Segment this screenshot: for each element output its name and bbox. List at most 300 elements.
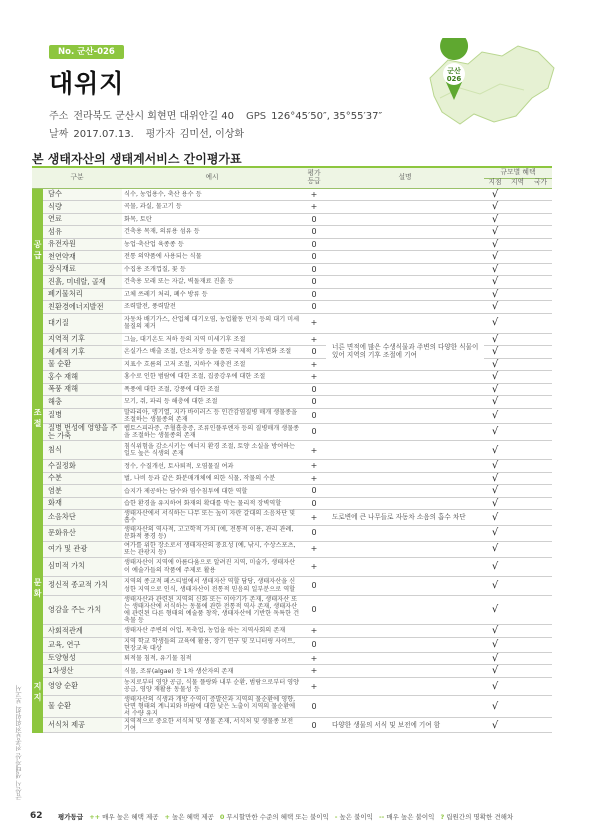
service-item: 질병 <box>43 408 122 423</box>
benefit-national-cell <box>529 383 552 396</box>
service-item: 폐기물처리 <box>43 288 122 301</box>
benefit-regional-cell <box>506 276 529 289</box>
service-item: 세계적 기후 <box>43 346 122 359</box>
table-row <box>32 408 552 423</box>
service-description <box>326 201 484 214</box>
legend-symbol: 0 <box>219 813 225 821</box>
service-example: 수집용 조개껍질, 꽃 등 <box>122 263 302 276</box>
table-body <box>32 188 552 733</box>
benefit-national-cell <box>529 460 552 473</box>
benefit-regional-cell <box>506 201 529 214</box>
table-row <box>32 201 552 214</box>
benefit-regional-cell <box>506 497 529 510</box>
benefit-regional-cell <box>506 625 529 638</box>
service-item: 사회적관계 <box>43 625 122 638</box>
grade-legend <box>58 812 519 821</box>
legend-symbol: -- <box>378 813 385 821</box>
table-row <box>32 396 552 409</box>
service-item: 물 순환 <box>43 695 122 717</box>
benefit-national-cell <box>529 358 552 371</box>
benefit-local-check: √ <box>484 346 506 359</box>
benefit-local-check: √ <box>484 637 506 652</box>
benefit-national-cell <box>529 472 552 485</box>
service-description <box>326 525 484 541</box>
service-example: 건축용 모래 또는 자갈, 벽돌재료 진흙 등 <box>122 276 302 289</box>
benefit-national-cell <box>529 313 552 333</box>
gps-value: 126°45′50″, 35°55′37″ <box>271 111 383 122</box>
benefit-national-cell <box>529 201 552 214</box>
benefit-national-cell <box>529 288 552 301</box>
header-benefit: 규모별 혜택 <box>484 168 552 178</box>
benefit-national-cell <box>529 510 552 525</box>
service-example: 지역적으로 중요한 서식처 및 생물 존재, 서식처 및 생물종 보전 기여 <box>122 718 302 733</box>
legend-text: 립원간의 명확한 견해차 <box>446 813 514 821</box>
benefit-national-cell <box>529 423 552 441</box>
service-description <box>326 251 484 264</box>
legend-text: 매우 높은 불이익 <box>386 813 435 821</box>
address-label: 주소 <box>49 111 69 122</box>
service-example: 조력발전, 풍력발전 <box>122 301 302 314</box>
legend-item <box>220 813 329 821</box>
evaluation-grade: + <box>302 665 326 678</box>
benefit-regional-cell <box>506 288 529 301</box>
legend-item <box>165 813 214 821</box>
table-row <box>32 213 552 226</box>
evaluation-grade: 0 <box>302 213 326 226</box>
map-pin-label-top: 군산 <box>447 67 461 75</box>
service-example: 생태자산이 지역에 아름다움으로 알려진 지역, 미술가, 생태자산이 예술가들의 작품에 주제로 활용 <box>122 557 302 576</box>
legend-symbol: - <box>334 813 338 821</box>
address-line <box>49 107 382 122</box>
benefit-national-cell <box>529 276 552 289</box>
benefit-local-check: √ <box>484 423 506 441</box>
benefit-local-check: √ <box>484 333 506 346</box>
legend-item <box>440 813 513 821</box>
service-example: 생태자산과 관련된 지역의 신화 또는 이야기가 존재, 생태자산 또는 생태자산에 서식하는 동물에 관한 전통적 역사 존재, 생태자산에 관련된 다른 형태의 예술품 창작, 생태자산에 기반한 독특한 건축물 등 <box>122 595 302 625</box>
benefit-regional-cell <box>506 441 529 460</box>
service-description <box>326 497 484 510</box>
category-label: 조절 <box>32 313 43 525</box>
service-example: 화목, 토탄 <box>122 213 302 226</box>
benefit-national-cell <box>529 497 552 510</box>
table-row <box>32 371 552 384</box>
header-example: 예시 <box>122 168 302 188</box>
benefit-local-check: √ <box>484 652 506 665</box>
service-example: 벌, 나비 등과 같은 화분매개체에 의한 식물, 작물의 수분 <box>122 472 302 485</box>
service-example: 농업·축산업 육종종 등 <box>122 238 302 251</box>
benefit-regional-cell <box>506 510 529 525</box>
location-map <box>420 38 558 143</box>
evaluator-value: 김미선, 이상화 <box>179 129 245 140</box>
service-description <box>326 485 484 498</box>
evaluation-grade: 0 <box>302 718 326 733</box>
benefit-regional-cell <box>506 263 529 276</box>
benefit-regional-cell <box>506 226 529 239</box>
service-description <box>326 595 484 625</box>
service-description <box>326 226 484 239</box>
service-description <box>326 383 484 396</box>
evaluation-grade: + <box>302 333 326 346</box>
evaluation-grade: + <box>302 472 326 485</box>
evaluation-grade: 0 <box>302 637 326 652</box>
evaluation-grade: 0 <box>302 383 326 396</box>
legend-text: 높은 혜택 제공 <box>172 813 214 821</box>
benefit-local-check: √ <box>484 441 506 460</box>
benefit-national-cell <box>529 652 552 665</box>
legend-symbol: ++ <box>89 813 101 821</box>
service-item: 화재 <box>43 497 122 510</box>
evaluation-grade: + <box>302 625 326 638</box>
benefit-national-cell <box>529 541 552 557</box>
legend-item <box>379 813 435 821</box>
benefit-national-cell <box>529 576 552 595</box>
evaluation-grade: 0 <box>302 238 326 251</box>
table-row <box>32 665 552 678</box>
service-item: 천연약재 <box>43 251 122 264</box>
benefit-regional-cell <box>506 213 529 226</box>
benefit-regional-cell <box>506 595 529 625</box>
benefit-local-check: √ <box>484 226 506 239</box>
service-description <box>326 263 484 276</box>
evaluation-grade: 0 <box>302 576 326 595</box>
benefit-local-check: √ <box>484 576 506 595</box>
service-example: 폭풍에 대한 조절, 강풍에 대한 조절 <box>122 383 302 396</box>
service-example: 말라리아, 뎅기열, 지카 바이러스 등 인간감염질병 매개 생물종을 조절하는 생물종의 존재 <box>122 408 302 423</box>
benefit-local-check: √ <box>484 541 506 557</box>
service-description <box>326 238 484 251</box>
benefit-regional-cell <box>506 383 529 396</box>
service-description <box>326 637 484 652</box>
category-label: 문화 <box>32 525 43 652</box>
evaluation-grade: 0 <box>302 288 326 301</box>
benefit-local-check: √ <box>484 383 506 396</box>
benefit-local-check: √ <box>484 718 506 733</box>
evaluation-grade: 0 <box>302 423 326 441</box>
service-description <box>326 665 484 678</box>
benefit-local-check: √ <box>484 472 506 485</box>
gps-label: GPS <box>246 111 267 122</box>
service-example: 지역 학교 학생들의 교육에 활용, 장기 연구 및 모니터링 사이트, 현장교육 대상 <box>122 637 302 652</box>
service-item: 여가 및 관광 <box>43 541 122 557</box>
table-row <box>32 557 552 576</box>
service-item: 장식재료 <box>43 263 122 276</box>
benefit-national-cell <box>529 595 552 625</box>
benefit-regional-cell <box>506 460 529 473</box>
page-number: 62 <box>30 811 43 821</box>
benefit-regional-cell <box>506 541 529 557</box>
evaluation-grade: 0 <box>302 497 326 510</box>
category-label: 공급 <box>32 188 43 313</box>
service-item: 1차생산 <box>43 665 122 678</box>
table-row <box>32 441 552 460</box>
service-example: 지역의 종교적 페스티벌에서 생태자산 역할 담당, 생태자산을 신성한 지역으로 인식, 생태자산이 전통적 믿음의 일부분으로 역할 <box>122 576 302 595</box>
benefit-national-cell <box>529 263 552 276</box>
benefit-national-cell <box>529 346 552 359</box>
benefit-local-check: √ <box>484 288 506 301</box>
side-note: 금산시 생태자산 전공보전위원회 보고서 <box>15 685 23 800</box>
service-description <box>326 460 484 473</box>
service-description <box>326 276 484 289</box>
service-example: 습한 환경을 유지하여 화재의 확대를 막는 물리적 장벽역할 <box>122 497 302 510</box>
table-row <box>32 576 552 595</box>
service-description <box>326 557 484 576</box>
header-category: 구분 <box>32 168 122 188</box>
service-item: 해충 <box>43 396 122 409</box>
evaluation-grade: + <box>302 313 326 333</box>
table-row <box>32 423 552 441</box>
table-row <box>32 263 552 276</box>
service-item: 대기질 <box>43 313 122 333</box>
evaluation-grade: + <box>302 441 326 460</box>
service-description <box>326 695 484 717</box>
legend-symbol: + <box>164 813 170 821</box>
benefit-local-check: √ <box>484 460 506 473</box>
legend-item <box>335 813 373 821</box>
service-description <box>326 625 484 638</box>
legend-items <box>89 813 519 821</box>
benefit-local-check: √ <box>484 665 506 678</box>
benefit-regional-cell <box>506 637 529 652</box>
service-description: 너른 면적에 많은 수생식물과 주변의 다양한 식물이 있어 지역의 기후 조절에 기여 <box>326 333 484 371</box>
header-grade: 평가 등급 <box>302 168 326 188</box>
benefit-local-check: √ <box>484 408 506 423</box>
benefit-regional-cell <box>506 333 529 346</box>
benefit-local-check: √ <box>484 213 506 226</box>
table-row <box>32 637 552 652</box>
benefit-regional-cell <box>506 576 529 595</box>
table-row <box>32 333 552 346</box>
service-example: 여가를 위한 장소로서 생태자산의 중요성 (예, 낚시, 수상스포츠, 또는 관광지 등) <box>122 541 302 557</box>
service-example: 퇴적물 침적, 유기물 침적 <box>122 652 302 665</box>
service-description <box>326 541 484 557</box>
benefit-national-cell <box>529 188 552 201</box>
legend-symbol: ? <box>440 813 445 821</box>
benefit-national-cell <box>529 441 552 460</box>
service-item: 정신적 종교적 가치 <box>43 576 122 595</box>
service-example: 렙토스피라증, 주혈흡충증, 조류인플루엔자 등의 질병매개 생물종을 조절하는 생물종의 존재 <box>122 423 302 441</box>
evaluation-grade: 0 <box>302 485 326 498</box>
service-description <box>326 576 484 595</box>
evaluation-grade: + <box>302 510 326 525</box>
service-example: 자동차 배기가스, 산업체 대기오염, 농업활동 먼지 등의 대기 미세물질의 제거 <box>122 313 302 333</box>
benefit-regional-cell <box>506 423 529 441</box>
table-row <box>32 541 552 557</box>
map-pin-icon <box>440 38 468 60</box>
date-label: 날짜 <box>49 129 69 140</box>
benefit-national-cell <box>529 625 552 638</box>
benefit-local-check: √ <box>484 238 506 251</box>
benefit-regional-cell <box>506 665 529 678</box>
benefit-national-cell <box>529 695 552 717</box>
service-item: 소음차단 <box>43 510 122 525</box>
benefit-local-check: √ <box>484 251 506 264</box>
service-description <box>326 423 484 441</box>
service-item: 토양형성 <box>43 652 122 665</box>
benefit-local-check: √ <box>484 313 506 333</box>
benefit-national-cell <box>529 485 552 498</box>
legend-title: 평가등급 <box>58 813 84 821</box>
benefit-regional-cell <box>506 301 529 314</box>
service-description <box>326 441 484 460</box>
service-example: 고체 쓰레기 처리, 폐수 방류 등 <box>122 288 302 301</box>
service-description <box>326 652 484 665</box>
table-row <box>32 677 552 695</box>
benefit-local-check: √ <box>484 497 506 510</box>
evaluation-grade: 0 <box>302 276 326 289</box>
service-example: 건축용 목재, 의류용 섬유 등 <box>122 226 302 239</box>
benefit-regional-cell <box>506 677 529 695</box>
benefit-national-cell <box>529 408 552 423</box>
benefit-local-check: √ <box>484 301 506 314</box>
benefit-national-cell <box>529 677 552 695</box>
benefit-regional-cell <box>506 346 529 359</box>
benefit-regional-cell <box>506 557 529 576</box>
evaluation-grade: 0 <box>302 595 326 625</box>
service-description <box>326 408 484 423</box>
legend-item <box>89 813 158 821</box>
evaluation-grade: 0 <box>302 301 326 314</box>
evaluation-grade: + <box>302 677 326 695</box>
benefit-regional-cell <box>506 695 529 717</box>
service-item: 문화유산 <box>43 525 122 541</box>
service-example: 그늘, 대기온도 저하 등의 지역 미세기후 조절 <box>122 333 302 346</box>
evaluation-grade: + <box>302 371 326 384</box>
service-example: 전통 의약품에 사용되는 식물 <box>122 251 302 264</box>
service-item: 홍수 재해 <box>43 371 122 384</box>
evaluation-table <box>32 168 552 733</box>
evaluation-grade: 0 <box>302 226 326 239</box>
category-label: 지지 <box>32 652 43 733</box>
date-value: 2017.07.13. <box>73 129 134 140</box>
evaluation-grade: 0 <box>302 396 326 409</box>
evaluation-grade: 0 <box>302 263 326 276</box>
benefit-local-check: √ <box>484 263 506 276</box>
service-description <box>326 313 484 333</box>
benefit-national-cell <box>529 251 552 264</box>
benefit-regional-cell <box>506 408 529 423</box>
benefit-local-check: √ <box>484 557 506 576</box>
service-item: 수분 <box>43 472 122 485</box>
benefit-national-cell <box>529 301 552 314</box>
service-example: 농지로부터 영양 공급, 식물 플랑와 내부 순환, 범람으로부터 영양공급, 영양 재활용 동물성 등 <box>122 677 302 695</box>
service-item: 심미적 가치 <box>43 557 122 576</box>
service-example: 식물, 조류(algae) 등 1차 생산자의 존재 <box>122 665 302 678</box>
service-item: 영감을 주는 가치 <box>43 595 122 625</box>
benefit-local-check: √ <box>484 276 506 289</box>
table-row <box>32 595 552 625</box>
service-example: 온실가스 배출 조절, 탄소저장 등을 통한 국제적 기후변화 조절 <box>122 346 302 359</box>
service-item: 폭풍 재해 <box>43 383 122 396</box>
benefit-regional-cell <box>506 485 529 498</box>
benefit-regional-cell <box>506 251 529 264</box>
benefit-regional-cell <box>506 371 529 384</box>
service-description <box>326 301 484 314</box>
evaluation-grade: + <box>302 541 326 557</box>
service-item: 질병 번성에 영향을 주는 가축 <box>43 423 122 441</box>
service-item: 서식처 제공 <box>43 718 122 733</box>
benefit-national-cell <box>529 238 552 251</box>
service-example: 침식위험을 감소시키는 에너지 환경 조절, 토양 소실을 방어하는 일도 높은 식생의 존재 <box>122 441 302 460</box>
map-pin-label-bottom: 026 <box>446 75 462 83</box>
benefit-national-cell <box>529 718 552 733</box>
table-row <box>32 718 552 733</box>
service-item: 침식 <box>43 441 122 460</box>
service-item: 연료 <box>43 213 122 226</box>
service-example: 정수, 수질개선, 토사퇴적, 오염물질 여과 <box>122 460 302 473</box>
benefit-local-check: √ <box>484 595 506 625</box>
benefit-regional-cell <box>506 188 529 201</box>
service-example: 홍수로 인한 범람에 대한 조절, 집중강우에 대한 조절 <box>122 371 302 384</box>
benefit-regional-cell <box>506 525 529 541</box>
service-item: 친환경에너지발전 <box>43 301 122 314</box>
legend-text: 매우 높은 혜택 제공 <box>102 813 159 821</box>
evaluation-grade: 0 <box>302 525 326 541</box>
benefit-local-check: √ <box>484 396 506 409</box>
service-example: 생태자산에서 서식하는 나무 또는 높이 자란 갈대의 소음차단 및 흡수 <box>122 510 302 525</box>
service-example: 모기, 쥐, 파리 등 해충에 대한 조절 <box>122 396 302 409</box>
service-item: 섬유 <box>43 226 122 239</box>
table-row <box>32 497 552 510</box>
table-row <box>32 625 552 638</box>
table-row <box>32 238 552 251</box>
table-row <box>32 251 552 264</box>
service-description <box>326 472 484 485</box>
service-description <box>326 288 484 301</box>
table-row <box>32 313 552 333</box>
service-description <box>326 396 484 409</box>
table-row <box>32 383 552 396</box>
benefit-regional-cell <box>506 652 529 665</box>
service-item: 염분 <box>43 485 122 498</box>
benefit-local-check: √ <box>484 625 506 638</box>
table-row <box>32 472 552 485</box>
benefit-local-check: √ <box>484 371 506 384</box>
table-header-row <box>32 168 552 178</box>
evaluation-grade: + <box>302 652 326 665</box>
benefit-national-cell <box>529 525 552 541</box>
benefit-local-check: √ <box>484 485 506 498</box>
table-row <box>32 288 552 301</box>
service-description <box>326 371 484 384</box>
benefit-local-check: √ <box>484 695 506 717</box>
benefit-national-cell <box>529 333 552 346</box>
evaluation-grade: 0 <box>302 346 326 359</box>
service-item: 유전자원 <box>43 238 122 251</box>
service-item: 수질정화 <box>43 460 122 473</box>
header-description: 설명 <box>326 168 484 188</box>
table-row <box>32 276 552 289</box>
table-row <box>32 460 552 473</box>
site-number-badge: No. 군산-026 <box>49 45 124 59</box>
benefit-regional-cell <box>506 358 529 371</box>
header-local: 지점 <box>484 178 506 188</box>
service-example: 생태자산의 식생과 개방 수역이 증발산과 지역의 물순환에 영향, 단면 형태의 계니피와 바람에 대한 낮은 노출이 지역의 물순환에서 수량 유지 <box>122 695 302 717</box>
benefit-regional-cell <box>506 718 529 733</box>
evaluation-grade: + <box>302 188 326 201</box>
evaluation-grade: 0 <box>302 695 326 717</box>
evaluator-label: 평가자 <box>145 129 175 140</box>
service-item: 진흙, 미네랄, 골재 <box>43 276 122 289</box>
service-example: 곡물, 과실, 물고기 등 <box>122 201 302 214</box>
map-illustration <box>420 38 558 143</box>
service-item: 교육, 연구 <box>43 637 122 652</box>
service-item: 담수 <box>43 188 122 201</box>
table-row <box>32 652 552 665</box>
service-example: 지표수 흐름의 고저 조절, 지하수 재충전 조절 <box>122 358 302 371</box>
benefit-regional-cell <box>506 238 529 251</box>
table-row <box>32 525 552 541</box>
benefit-local-check: √ <box>484 358 506 371</box>
